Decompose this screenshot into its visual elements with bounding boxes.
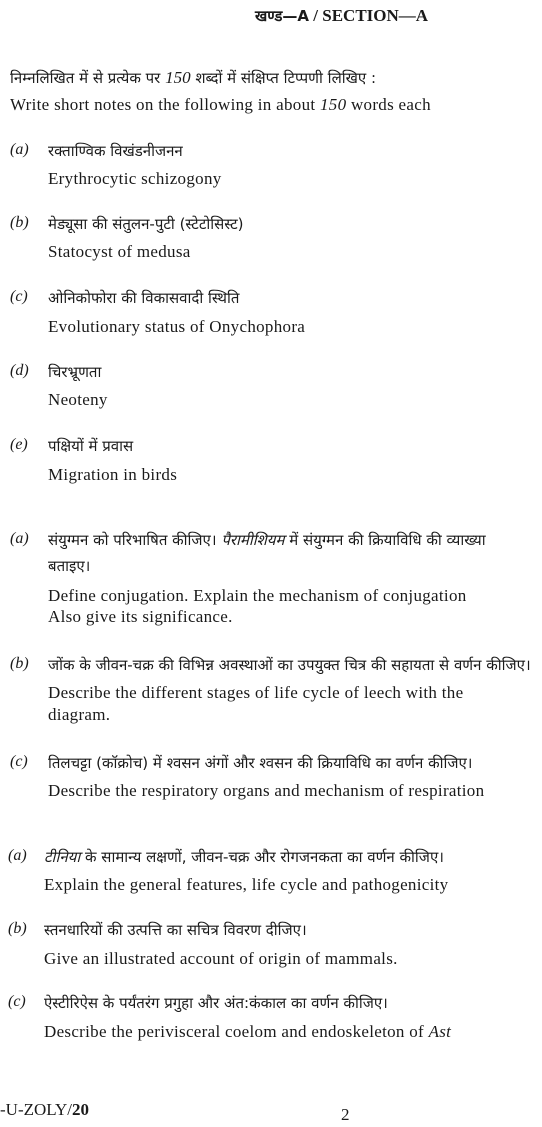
q3c-english: Describe the perivisceral coelom and endoskeleton of Ast — [44, 1022, 452, 1041]
q3c-hindi: ऐस्टीरिऐस के पर्यंतरंग प्रगुहा और अंत:कंकाल का वर्णन कीजिए। — [44, 994, 388, 1012]
q2a-label: (a) — [10, 530, 29, 547]
q3b-hindi: स्तनधारियों की उत्पत्ति का सचित्र विवरण दीजिए। — [44, 921, 307, 939]
note-d-english: Neoteny — [48, 390, 108, 409]
page-number: 2 — [341, 1105, 350, 1124]
note-b-hindi: मेड्यूसा की संतुलन-पुटी (स्टेटोसिस्ट) — [48, 215, 244, 233]
paper-code: -U-ZOLY/20 — [0, 1100, 89, 1119]
q3b-label: (b) — [8, 920, 27, 937]
q2a-english-line1: Define conjugation. Explain the mechanism of conjugation — [48, 586, 467, 605]
q3a-hindi: टीनिया के सामान्य लक्षणों, जीवन-चक्र और रोगजनकता का वर्णन कीजिए। — [44, 848, 444, 866]
q2b-english-line2: diagram. — [48, 705, 111, 724]
q3a-english: Explain the general features, life cycle and pathogenicity — [44, 875, 449, 894]
section-title-separator: / — [309, 6, 323, 25]
note-c-hindi: ओनिकोफोरा की विकासवादी स्थिति — [48, 289, 240, 307]
q2b-label: (b) — [10, 655, 29, 672]
note-b-english: Statocyst of medusa — [48, 242, 191, 261]
section-title-english: SECTION—A — [322, 6, 429, 25]
note-c-english: Evolutionary status of Onychophora — [48, 317, 306, 336]
q3b-english: Give an illustrated account of origin of mammals. — [44, 949, 398, 968]
section-title-hindi: खण्ड—A — [255, 7, 310, 25]
q2b-english-line1: Describe the different stages of life cycle of leech with the — [48, 683, 464, 702]
note-a-hindi: रक्ताण्विक विखंडनीजनन — [48, 142, 183, 160]
note-e-hindi: पक्षियों में प्रवास — [48, 437, 134, 455]
instruction-english: Write short notes on the following in about 150 words each — [10, 95, 431, 114]
q2c-english: Describe the respiratory organs and mechanism of respiration — [48, 781, 485, 800]
q2a-hindi-line1: संयुग्मन को परिभाषित कीजिए। पैरामीशियम में संयुग्मन की क्रियाविधि की व्याख्या — [48, 531, 486, 549]
q2b-hindi: जोंक के जीवन-चक्र की विभिन्न अवस्थाओं का उपयुक्त चित्र की सहायता से वर्णन कीजिए। — [48, 656, 531, 674]
note-e-label: (e) — [10, 436, 28, 453]
note-c-label: (c) — [10, 288, 28, 305]
q2a-english-line2: Also give its significance. — [48, 607, 233, 626]
note-d-hindi: चिरभ्रूणता — [48, 363, 102, 381]
note-a-english: Erythrocytic schizogony — [48, 169, 222, 188]
note-e-english: Migration in birds — [48, 465, 178, 484]
instruction-hindi: निम्नलिखित में से प्रत्येक पर 150 शब्दों में संक्षिप्त टिप्पणी लिखिए : — [10, 68, 377, 87]
q2c-hindi: तिलचट्टा (कॉक्रोच) में श्वसन अंगों और श्वसन की क्रियाविधि का वर्णन कीजिए। — [48, 754, 473, 772]
q3c-label: (c) — [8, 993, 26, 1010]
q2a-hindi-line2: बताइए। — [48, 557, 91, 575]
note-b-label: (b) — [10, 214, 29, 231]
q3a-label: (a) — [8, 847, 27, 864]
section-heading — [255, 6, 428, 26]
q2c-label: (c) — [10, 753, 28, 770]
note-d-label: (d) — [10, 362, 29, 379]
note-a-label: (a) — [10, 141, 29, 158]
